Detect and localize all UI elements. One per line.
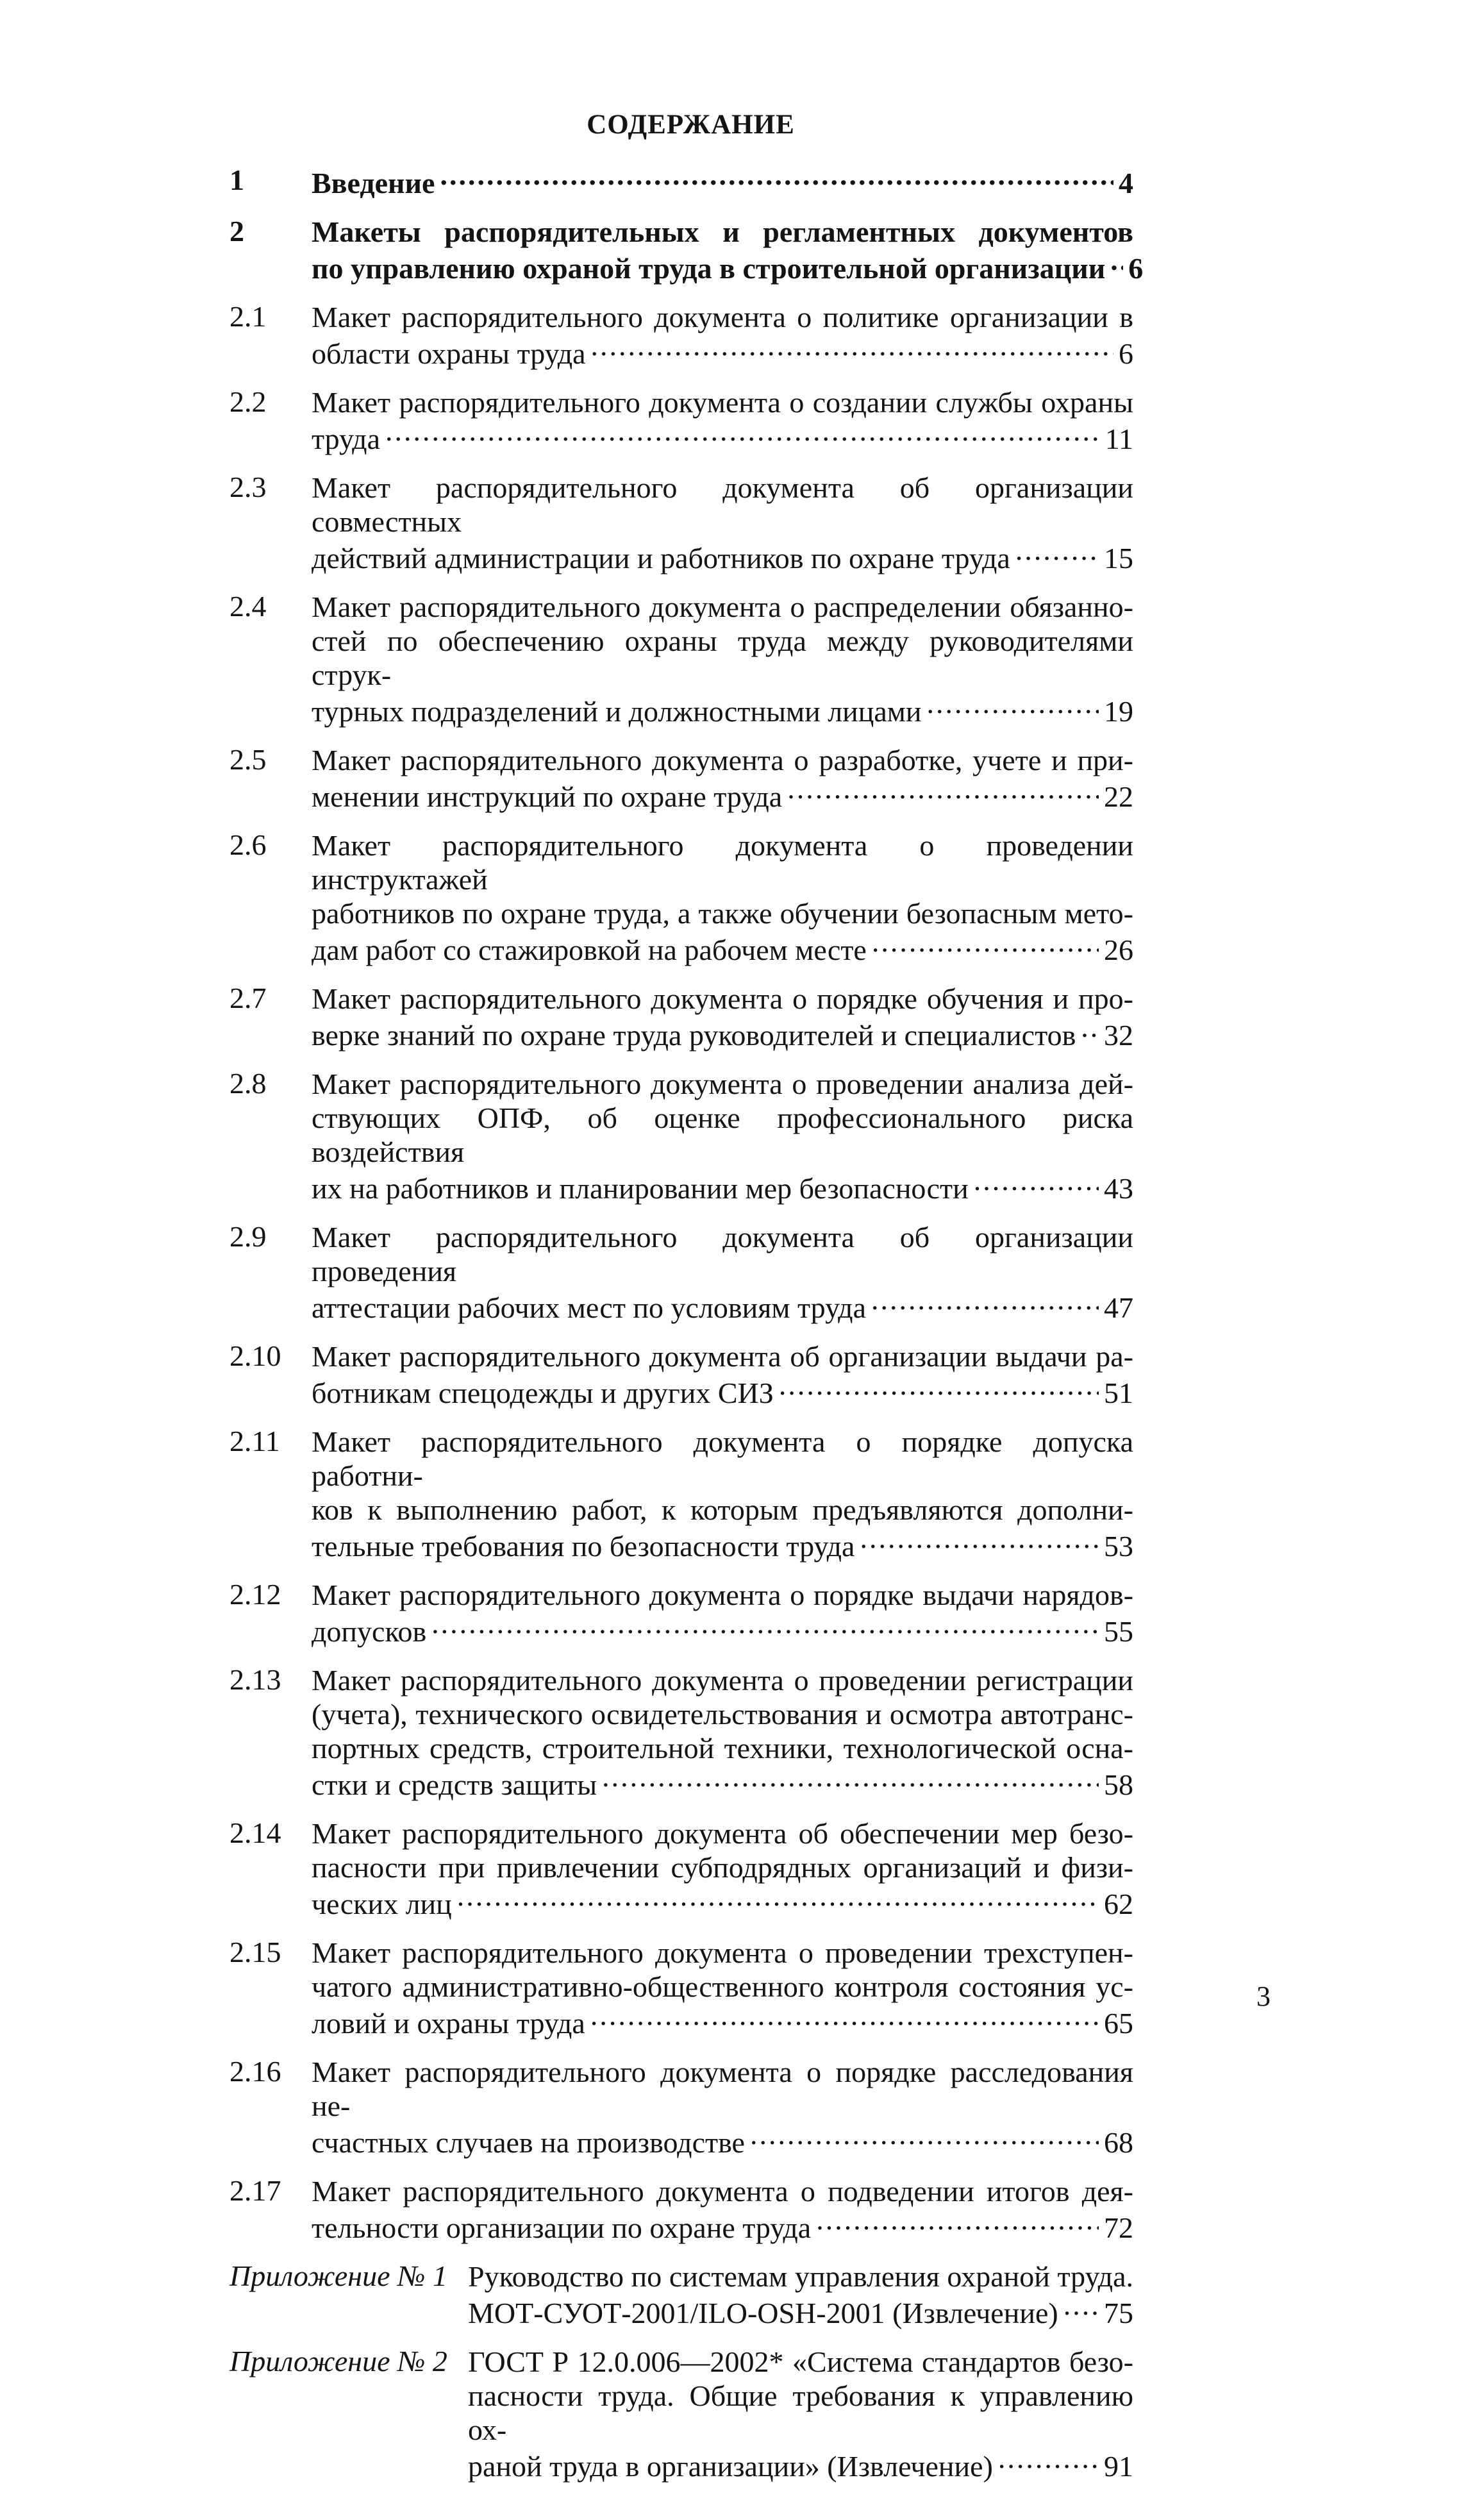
toc-entry-line: аттестации рабочих мест по условиям труда (312, 1291, 866, 1324)
toc-entry-title (312, 1220, 1133, 1325)
toc-entry-last-line (468, 2447, 1133, 2483)
toc-entry (229, 1816, 1133, 1921)
toc-entry-number: 2.13 (229, 1663, 281, 1696)
toc-entry-title (312, 2055, 1133, 2159)
toc-entry-line: тельности организации по охране труда (312, 2211, 812, 2244)
toc-entry-line: ческих лиц (312, 1888, 452, 1920)
toc-entry-title (312, 1425, 1133, 1563)
toc-entry-last-line (312, 539, 1133, 575)
toc-entry-number: 2.17 (229, 2174, 281, 2207)
toc-entry-number: 2.7 (229, 982, 267, 1014)
toc-entry-page: 19 (1104, 695, 1133, 728)
toc-entry-line: верке знаний по охране труда руководителей и специалистов (312, 1019, 1076, 1052)
toc-entry-last-line (312, 249, 1144, 285)
toc-entry-last-line (312, 1169, 1133, 1205)
dot-leader (431, 1612, 1099, 1641)
toc-entry-line: Макет распорядительного документа о порядке расследования не- (312, 2056, 1133, 2122)
toc-entry-number: Приложение № 2 (229, 2345, 447, 2377)
toc-entry-line: Макет распорядительного документа о порядке выдачи нарядов- (312, 1579, 1133, 1611)
toc-entry-number: 2.11 (229, 1425, 280, 1457)
toc-entry-line: тельные требования по безопасности труда (312, 1530, 855, 1563)
toc-entry-number: 2.10 (229, 1339, 281, 1372)
toc-entry-line: Макет распорядительного документа об организации выдачи ра- (312, 1340, 1133, 1373)
toc-entry-last-line (312, 930, 1133, 967)
dot-leader (385, 419, 1100, 449)
toc-entry (229, 590, 1133, 728)
toc-entry-page: 6 (1119, 337, 1133, 370)
toc-entry-line: менении инструкций по охране труда (312, 780, 783, 813)
toc-entry-line: дам работ со стажировкой на рабочем месте (312, 934, 867, 966)
dot-leader (871, 1288, 1099, 1318)
toc-entry-line: ботникам спецодежды и других СИЗ (312, 1377, 774, 1409)
toc-entry-line: Введение (312, 167, 435, 199)
toc-entry (229, 1339, 1133, 1410)
toc-entry (229, 1220, 1133, 1325)
toc-entry (229, 385, 1133, 456)
dot-leader (750, 2123, 1099, 2152)
toc-entry-title (312, 1936, 1133, 2040)
toc-entry-line: Макеты распорядительных и регламентных документов (312, 215, 1133, 248)
toc-entry-title (312, 1816, 1133, 1921)
toc-entry-last-line (312, 777, 1133, 814)
toc-entry-title (312, 471, 1133, 575)
toc-entry-number: 2.12 (229, 1578, 281, 1611)
toc-entry-title (312, 590, 1133, 728)
toc-entry-title (312, 828, 1133, 967)
toc-entry-title (312, 982, 1133, 1052)
dot-leader (998, 2447, 1099, 2476)
dot-leader (860, 1527, 1099, 1556)
toc-entry-line: Макет распорядительного документа о политике организации в (312, 301, 1133, 333)
dot-leader (1110, 249, 1123, 278)
dot-leader (872, 930, 1099, 960)
toc-entry-line: Макет распорядительного документа о порядке обучения и про- (312, 982, 1133, 1015)
toc-entry-page: 55 (1104, 1615, 1133, 1648)
toc-entry-line: Макет распорядительного документа о проведении регистрации (312, 1664, 1133, 1697)
toc-entry-line: ловий и охраны труда (312, 2007, 585, 2040)
toc-entry-line: ГОСТ Р 12.0.006—2002* «Система стандартов безо- (468, 2345, 1133, 2378)
toc-entry-title (468, 2345, 1133, 2483)
toc-entry-last-line (312, 1884, 1133, 1921)
toc-entry-number: 2.8 (229, 1067, 267, 1100)
toc-entry-page: 26 (1104, 934, 1133, 966)
toc-entry (229, 300, 1133, 371)
toc-entry-line: Руководство по системам управления охраной труда. (468, 2260, 1133, 2293)
toc-entry (229, 828, 1133, 967)
toc-entry-line: ков к выполнению работ, к которым предъявляются дополни- (312, 1493, 1133, 1526)
toc-entry-last-line (312, 1765, 1133, 1802)
toc-entry-number: 2.5 (229, 743, 267, 776)
toc-entry-line: ствующих ОПФ, об оценке профессионального риска воздействия (312, 1102, 1133, 1168)
toc-entry-last-line (468, 2293, 1133, 2330)
toc-entry-line: (учета), технического освидетельствования и осмотра автотранс- (312, 1698, 1133, 1731)
toc-entry-line: Макет распорядительного документа об обеспечении мер безо- (312, 1817, 1133, 1850)
toc-entry (229, 471, 1133, 575)
toc-entry-line: труда (312, 423, 380, 455)
toc-entry-line: раной труда в организации» (Извлечение) (468, 2450, 993, 2483)
toc-entry-number: Приложение № 1 (229, 2259, 447, 2292)
toc-entry-line: стки и средств защиты (312, 1768, 597, 1801)
dot-leader (779, 1373, 1099, 1403)
dot-leader (457, 1884, 1099, 1914)
toc-entry-line: МОТ-СУОТ-2001/ILO-OSH-2001 (Извлечение) (468, 2297, 1058, 2329)
toc-entry (229, 743, 1133, 814)
toc-entry-page: 11 (1105, 423, 1133, 455)
dot-leader (787, 777, 1099, 807)
toc-entry-page: 68 (1104, 2126, 1133, 2159)
toc-entry-title (312, 1067, 1133, 1205)
dot-leader (1015, 539, 1099, 568)
toc-entry-line: турных подразделений и должностными лицами (312, 695, 922, 728)
toc-entry (229, 1578, 1133, 1648)
toc-entry-number: 2.9 (229, 1220, 267, 1253)
toc-entry-line: Макет распорядительного документа о распределении обязанно- (312, 591, 1133, 623)
toc-entry-number: 2.4 (229, 590, 267, 623)
toc-entry (229, 2174, 1133, 2245)
dot-leader (602, 1765, 1099, 1795)
page-title: СОДЕРЖАНИЕ (587, 110, 795, 140)
toc-entry-line: действий администрации и работников по охране труда (312, 542, 1010, 574)
toc-entry-number: 2 (229, 215, 244, 247)
dot-leader (927, 692, 1099, 721)
toc-entry-last-line (312, 1016, 1133, 1052)
toc-entry-number: 1 (229, 163, 244, 196)
toc-entry-line: работников по охране труда, а также обучении безопасным мето- (312, 897, 1133, 930)
table-of-contents (229, 163, 1144, 2498)
toc-entry-line: по управлению охраной труда в строительной организации (312, 252, 1106, 285)
toc-entry-number: 2.14 (229, 1816, 281, 1849)
toc-entry-number: 2.1 (229, 300, 267, 333)
toc-entry (229, 1067, 1133, 1205)
toc-entry-page: 72 (1104, 2211, 1133, 2244)
toc-entry-number: 2.15 (229, 1936, 281, 1968)
toc-entry-title (312, 2174, 1133, 2245)
toc-entry-title (312, 215, 1144, 285)
toc-entry-line: стей по обеспечению охраны труда между руководителями струк- (312, 624, 1133, 691)
toc-entry-number: 2.16 (229, 2055, 281, 2088)
toc-entry-title (312, 300, 1133, 371)
toc-entry-page: 4 (1119, 167, 1133, 199)
toc-entry-line: Макет распорядительного документа о порядке допуска работни- (312, 1425, 1133, 1492)
toc-entry-page: 75 (1104, 2297, 1133, 2329)
toc-entry-line: Макет распорядительного документа об организации проведения (312, 1221, 1133, 1287)
toc-entry (229, 215, 1144, 285)
toc-entry-line: Макет распорядительного документа о проведении инструктажей (312, 829, 1133, 896)
dot-leader (590, 2004, 1099, 2033)
toc-entry-line: Макет распорядительного документа о проведении анализа дей- (312, 1068, 1133, 1100)
toc-entry-number: 2.3 (229, 471, 267, 503)
dot-leader (440, 163, 1113, 193)
toc-entry-line: Макет распорядительного документа о создании службы охраны (312, 386, 1133, 419)
toc-entry (229, 1425, 1133, 1563)
toc-entry-last-line (312, 692, 1133, 728)
toc-entry-page: 15 (1104, 542, 1133, 574)
toc-entry-line: области охраны труда (312, 337, 586, 370)
toc-entry-page: 91 (1104, 2450, 1133, 2483)
toc-entry-line: Макет распорядительного документа о подведении итогов дея- (312, 2175, 1133, 2208)
toc-entry-title (312, 743, 1133, 814)
toc-entry-title (312, 163, 1133, 200)
dot-leader (1081, 1016, 1099, 1045)
toc-entry-line: портных средств, строительной техники, технологической осна- (312, 1732, 1133, 1765)
toc-entry-last-line (312, 163, 1133, 200)
toc-entry-line: пасности труда. Общие требования к управлению ох- (468, 2379, 1133, 2446)
toc-entry-line: Макет распорядительного документа о разработке, учете и при- (312, 744, 1133, 776)
toc-entry-title (312, 1339, 1133, 1410)
toc-entry-number: 2.6 (229, 828, 267, 861)
toc-entry-page: 43 (1104, 1172, 1133, 1205)
toc-entry-line: допусков (312, 1615, 427, 1648)
dot-leader (974, 1169, 1099, 1198)
toc-entry-line: счастных случаев на производстве (312, 2126, 745, 2159)
toc-entry-last-line (312, 2208, 1133, 2245)
toc-entry-line: их на работников и планировании мер безопасности (312, 1172, 969, 1205)
toc-entry-number: 2.2 (229, 385, 267, 418)
toc-entry-title (312, 385, 1133, 456)
toc-entry-line: чатого административно-общественного контроля состояния ус- (312, 1970, 1133, 2003)
toc-entry-page: 58 (1104, 1768, 1133, 1801)
toc-entry-last-line (312, 2123, 1133, 2159)
toc-entry-last-line (312, 1527, 1133, 1563)
toc-entry-page: 22 (1104, 780, 1133, 813)
toc-entry-last-line (312, 1373, 1133, 1410)
toc-entry-page: 53 (1104, 1530, 1133, 1563)
toc-entry-last-line (312, 419, 1133, 456)
toc-entry-line: пасности при привлечении субподрядных организаций и физи- (312, 1851, 1133, 1884)
dot-leader (591, 334, 1113, 364)
toc-entry (229, 982, 1133, 1052)
toc-entry-line: Макет распорядительного документа о проведении трехступен- (312, 1936, 1133, 1969)
toc-entry (229, 2259, 1133, 2330)
toc-entry-title (312, 1663, 1133, 1802)
toc-entry-page: 65 (1104, 2007, 1133, 2040)
dot-leader (1063, 2293, 1099, 2323)
page-number: 3 (1256, 1981, 1271, 2012)
toc-entry-title (312, 1578, 1133, 1648)
toc-entry-title (468, 2259, 1133, 2330)
toc-entry-page: 47 (1104, 1291, 1133, 1324)
toc-entry (229, 2345, 1133, 2483)
toc-entry (229, 163, 1133, 200)
toc-entry-page: 32 (1104, 1019, 1133, 1052)
toc-entry-last-line (312, 1288, 1133, 1325)
toc-entry-last-line (312, 1612, 1133, 1648)
toc-entry-page: 6 (1128, 252, 1144, 285)
toc-entry (229, 2055, 1133, 2159)
toc-entry-line: Макет распорядительного документа об организации совместных (312, 471, 1133, 538)
toc-entry-page: 51 (1104, 1377, 1133, 1409)
toc-entry (229, 1663, 1133, 1802)
toc-entry-page: 62 (1104, 1888, 1133, 1920)
toc-entry-last-line (312, 334, 1133, 371)
toc-entry-last-line (312, 2004, 1133, 2040)
toc-entry (229, 1936, 1133, 2040)
dot-leader (816, 2208, 1099, 2238)
